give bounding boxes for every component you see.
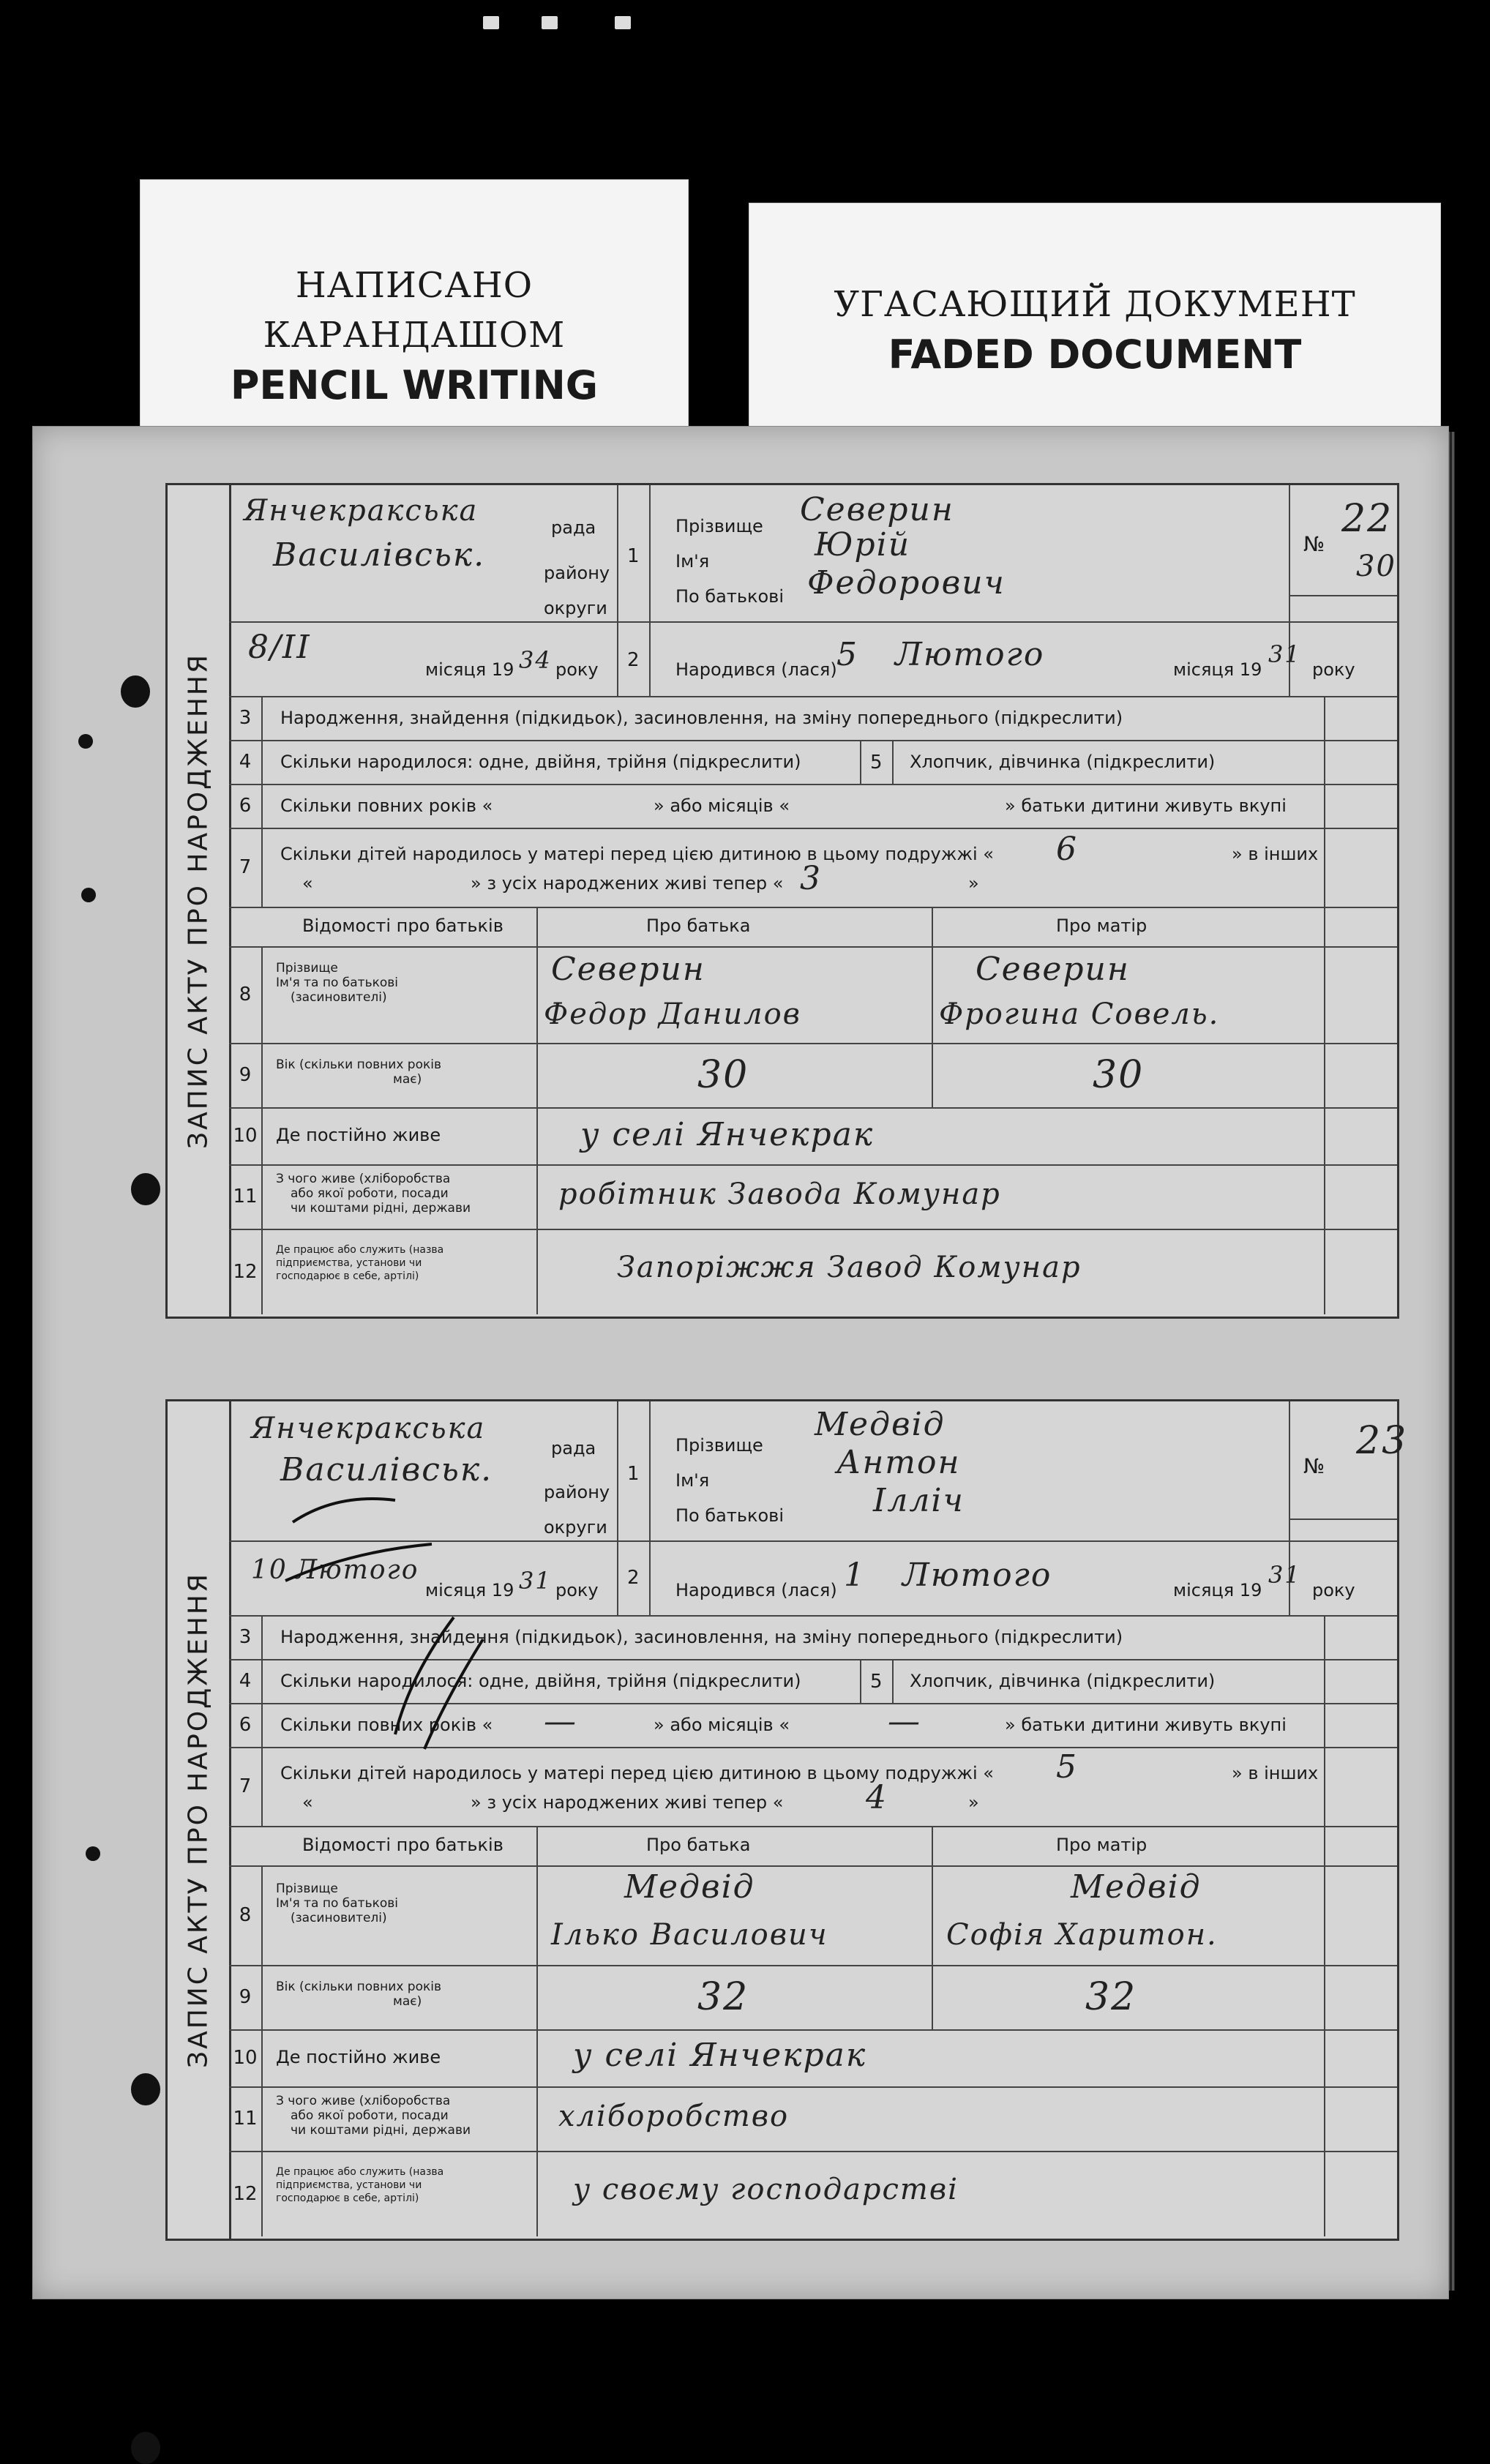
card-ru-line1: НАПИСАНО: [295, 265, 534, 306]
child-surname: Северин: [800, 491, 954, 528]
surname-label: Прізвище: [675, 1435, 763, 1456]
mother-surname: Медвід: [1071, 1868, 1202, 1906]
row-8: 8 Прізвище Ім'я та по батькові (засиновителі) Медвід Ілько Василович Медвід Софія Харитон.: [229, 1865, 1397, 1966]
birth-year: 31: [1268, 1561, 1301, 1589]
row-6: 6 Скільки повних років « — » або місяців « — » батьки дитини живуть вкупі: [229, 1703, 1397, 1748]
row-8: 8 Прізвище Ім'я та по батькові (засиновителі) Северин Федор Данилов Северин Фрогина Совель.: [229, 946, 1397, 1044]
margin-annotation: [278, 1456, 585, 1764]
row-6: 6 Скільки повних років « » або місяців « » батьки дитини живуть вкупі: [229, 784, 1397, 829]
okrugy-label: округи: [544, 598, 607, 618]
name-label: Ім'я: [675, 551, 710, 572]
punch-hole: [131, 1173, 160, 1205]
okrugy-label: округи: [544, 1517, 607, 1538]
rada-label: рада: [551, 517, 596, 538]
raion-label: району: [544, 563, 610, 583]
born-label: Народився (лася): [675, 1580, 837, 1600]
punch-hole: [121, 675, 150, 708]
number-label: №: [1303, 1454, 1325, 1478]
mother-age: 32: [1085, 1975, 1137, 2019]
parents-header: Відомості про батьків Про батька Про матір: [229, 907, 1397, 948]
header-block: Янчекракська рада Василівськ. району округи 10 Лютого місяця 19 31 року 1 2 Прізвище Медвід Ім'я Антон По батькові Ілліч № 23 Народився (лася) 1 Лютого місяця 19 31 року: [229, 1401, 1397, 1617]
children-alive: 4: [866, 1779, 888, 1816]
month-label: місяця 19: [425, 659, 514, 680]
mother-name: Софія Харитон.: [946, 1918, 1218, 1952]
punch-hole: [78, 734, 93, 749]
card-en: FADED DOCUMENT: [888, 332, 1302, 378]
child-surname: Медвід: [815, 1406, 946, 1443]
date-value: 10: [251, 1555, 288, 1585]
top-edge-marks: [468, 16, 659, 35]
record-number: 23: [1356, 1419, 1408, 1463]
year-label: року: [1312, 659, 1355, 680]
record-side-title: ЗАПИС АКТУ ПРО НАРОДЖЕННЯ: [168, 1401, 231, 2239]
father-surname: Медвід: [624, 1868, 755, 1906]
workplace: у своєму господарстві: [573, 2173, 959, 2206]
children-before: 6: [1056, 831, 1078, 868]
father-name: Ілько Василович: [551, 1918, 828, 1952]
mother-name: Фрогина Совель.: [939, 997, 1220, 1031]
raion-value: Василівськ.: [273, 536, 486, 574]
mother-surname: Северин: [976, 951, 1130, 988]
row-10: 10 Де постійно живе у селі Янчекрак: [229, 2029, 1397, 2088]
row-12: 12 Де працює або служить (назва підприємства, установи чи господарює в себе, артілі) у своєму господарстві: [229, 2151, 1397, 2236]
birth-day: 1: [844, 1557, 866, 1594]
occupation: робітник Завода Комунар: [558, 1177, 1001, 1211]
raion-value: Василівськ.: [280, 1451, 493, 1488]
punch-hole: [131, 2073, 160, 2105]
punch-hole: [131, 2432, 160, 2464]
birth-day: 5: [836, 636, 858, 673]
children-before: 5: [1056, 1748, 1078, 1786]
date-month: Лютого: [295, 1555, 419, 1585]
patronymic-label: По батькові: [675, 586, 784, 607]
faded-document-card: [749, 203, 1440, 430]
birth-record-1: [165, 483, 1399, 1319]
card-ru: УГАСАЮЩИЙ ДОКУМЕНТ: [834, 284, 1356, 325]
row-4-5: 4 5 Скільки народилося: одне, двійня, трійня (підкреслити) Хлопчик, дівчинка (підкреслити): [229, 740, 1397, 785]
year-label: року: [1312, 1580, 1355, 1600]
surname-label: Прізвище: [675, 516, 763, 536]
number-label: №: [1303, 532, 1325, 556]
record-number-sub: 30: [1356, 550, 1396, 583]
row-7: 7 Скільки дітей народилось у матері перед цією дитиною в цьому подружжі « 6 » в інших « » з усіх народжених живі тепер « 3 »: [229, 828, 1397, 908]
child-patronymic: Ілліч: [873, 1482, 965, 1519]
rada-value: Янчекракська: [244, 494, 479, 528]
row-4-5: 4 5 Скільки народилося: одне, двійня, трійня (підкреслити) Хлопчик, дівчинка (підкреслити): [229, 1659, 1397, 1704]
card-en: PENCIL WRITING: [230, 362, 599, 408]
year-label: року: [555, 659, 599, 680]
card-ru-line2: КАРАНДАШОМ: [263, 315, 566, 356]
father-name: Федор Данилов: [544, 997, 801, 1031]
row-7: 7 Скільки дітей народилось у матері перед цією дитиною в цьому подружжі « 5 » в інших « » з усіх народжених живі тепер « 4 »: [229, 1747, 1397, 1827]
record-side-title: ЗАПИС АКТУ ПРО НАРОДЖЕННЯ: [168, 485, 231, 1317]
child-name: Юрій: [815, 526, 911, 563]
row-9: 9 Вік (скільки повних років має) 32 32: [229, 1965, 1397, 2031]
name-label: Ім'я: [675, 1470, 710, 1491]
row-9: 9 Вік (скільки повних років має) 30 30: [229, 1043, 1397, 1109]
patronymic-label: По батькові: [675, 1505, 784, 1526]
month-label: місяця 19: [425, 1580, 514, 1600]
raion-label: району: [544, 1482, 610, 1502]
rada-label: рада: [551, 1438, 596, 1458]
parents-header: Відомості про батьків Про батька Про матір: [229, 1826, 1397, 1867]
child-name: Антон: [836, 1444, 961, 1481]
birth-year: 31: [1268, 640, 1301, 668]
row6-months: —: [888, 1703, 921, 1740]
row-3: 3 Народження, знайдення (підкидьок), засиновлення, на зміну попереднього (підкреслити): [229, 696, 1397, 741]
father-surname: Северин: [551, 951, 705, 988]
birth-month: Лютого: [895, 636, 1045, 673]
residence: у селі Янчекрак: [580, 1116, 875, 1153]
punch-hole: [81, 888, 96, 902]
row-11: 11 З чого живе (хліборобства або якої роботи, посади чи коштами рідні, держави робітник Завода Комунар: [229, 1164, 1397, 1230]
father-age: 30: [697, 1053, 749, 1097]
birth-month: Лютого: [902, 1557, 1052, 1594]
rada-value: Янчекракська: [251, 1412, 486, 1445]
residence: у селі Янчекрак: [573, 2037, 867, 2074]
row-11: 11 З чого живе (хліборобства або якої роботи, посади чи коштами рідні, держави хліборобство: [229, 2086, 1397, 2152]
father-age: 32: [697, 1975, 749, 2019]
punch-hole: [86, 1846, 100, 1861]
children-alive: 3: [800, 860, 822, 897]
child-patronymic: Федорович: [807, 564, 1006, 602]
month-label: місяця 19: [1173, 659, 1262, 680]
row-12: 12 Де працює або служить (назва підприємства, установи чи господарює в себе, артілі) Запоріжжя Завод Комунар: [229, 1229, 1397, 1314]
year-value: 34: [519, 646, 552, 674]
born-label: Народився (лася): [675, 659, 837, 680]
workplace: Запоріжжя Завод Комунар: [617, 1251, 1082, 1284]
year-label: року: [555, 1580, 599, 1600]
mother-age: 30: [1093, 1053, 1145, 1097]
header-block: Янчекракська рада Василівськ. району округи 8/II місяця 19 34 року 1 2 Прізвище Северин Ім'я Юрій По батькові Федорович № 22 30 Народився (лася) 5 Лютого місяця 19 31 року: [229, 485, 1397, 697]
occupation: хліборобство: [558, 2100, 790, 2133]
row6-years: —: [544, 1703, 577, 1740]
month-label: місяця 19: [1173, 1580, 1262, 1600]
pencil-writing-card: [141, 180, 688, 429]
row-10: 10 Де постійно живе у селі Янчекрак: [229, 1107, 1397, 1166]
year-value: 31: [519, 1567, 552, 1595]
date-value: 8/II: [248, 629, 311, 666]
row-3: 3 Народження, знайдення (підкидьок), засиновлення, на зміну попереднього (підкреслити): [229, 1615, 1397, 1660]
record-number: 22: [1341, 497, 1393, 541]
